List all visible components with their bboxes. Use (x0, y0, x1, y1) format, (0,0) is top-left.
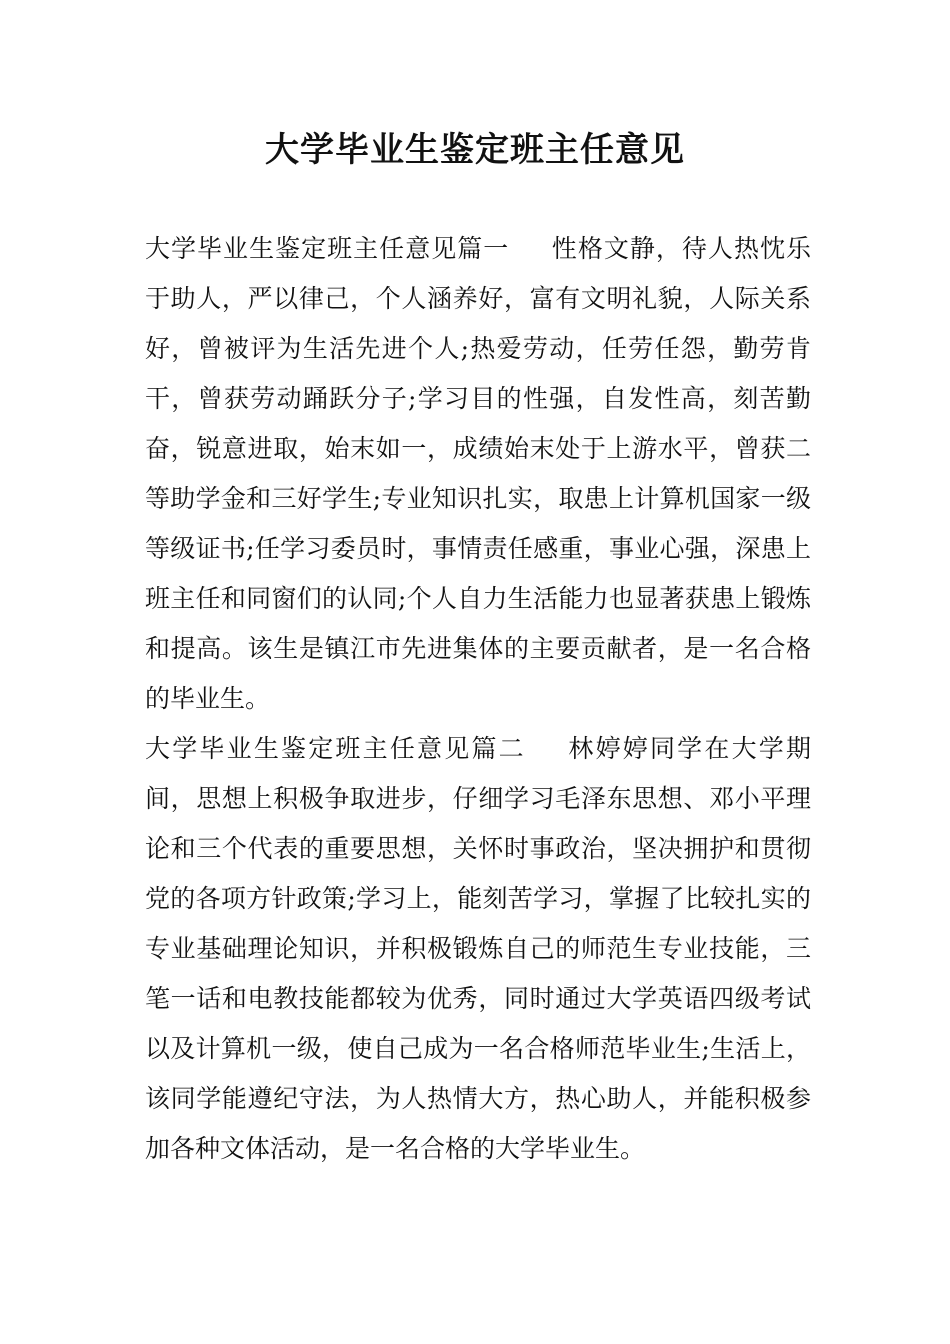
paragraph-2-text: 林婷婷同学在大学期间，思想上积极争取进步，仔细学习毛泽东思想、邓小平理论和三个代表的重要思想，关怀时事政治，坚决拥护和贯彻党的各项方针政策;学习上，能刻苦学习，掌握了比较扎实的专业基础理论知识，并积极锻炼自己的师范生专业技能，三笔一话和电教技能都较为优秀，同时通过大学英语四级考试以及计算机一级，使自己成为一名合格师范毕业生;生活上，该同学能遵纪守法，为人热情大方，热心助人，并能积极参加各种文体活动，是一名合格的大学毕业生。 (145, 734, 811, 1163)
paragraph-1-text: 性格文静，待人热忱乐于助人，严以律己，个人涵养好，富有文明礼貌，人际关系好，曾被评为生活先进个人;热爱劳动，任劳任怨，勤劳肯干，曾获劳动踊跃分子;学习目的性强，自发性高，刻苦勤奋，锐意进取，始末如一，成绩始末处于上游水平，曾获二等助学金和三好学生;专业知识扎实，取患上计算机国家一级等级证书;任学习委员时，事情责任感重，事业心强，深患上班主任和同窗们的认同;个人自力生活能力也显著获患上锻炼和提高。该生是镇江市先进集体的主要贡献者，是一名合格的毕业生。 (145, 234, 811, 713)
paragraph-2-heading: 大学毕业生鉴定班主任意见篇二 (145, 734, 526, 763)
paragraph-1-heading: 大学毕业生鉴定班主任意见篇一 (145, 234, 510, 263)
document-title: 大学毕业生鉴定班主任意见 (265, 130, 685, 170)
document-body (145, 224, 811, 1174)
paragraph-2 (145, 724, 811, 1174)
paragraph-1 (145, 224, 811, 724)
